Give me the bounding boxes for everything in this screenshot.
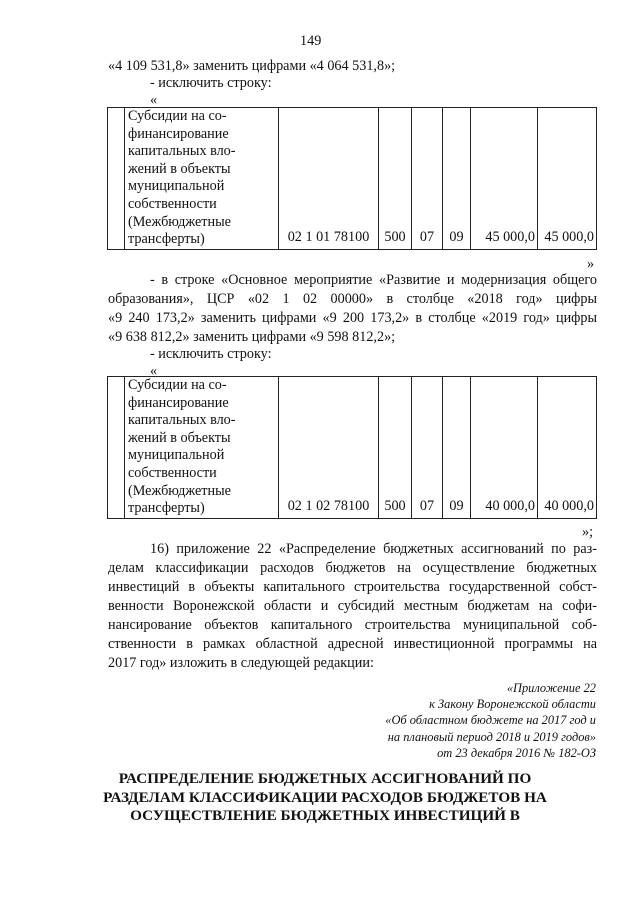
name-line: капитальных вло-	[128, 143, 236, 160]
expense-type-cell: 500	[379, 108, 412, 250]
table-row	[108, 108, 597, 250]
exclude-row-instruction: - исключить строку:	[150, 346, 272, 362]
appendix-line: от 23 декабря 2016 № 182-ОЗ	[437, 745, 596, 760]
name-line: трансферты)	[128, 500, 205, 517]
name-line: жений в объекты	[128, 160, 231, 177]
empty-cell	[108, 377, 125, 519]
appendix-line: на плановый период 2018 и 2019 годов»	[387, 729, 596, 744]
amount-2018-cell: 45 000,0	[471, 108, 538, 250]
section-cell: 07	[412, 377, 443, 519]
para-line: ственности в рамках областной адресной инвестиционной программы на	[108, 636, 597, 652]
close-quote: »;	[582, 524, 594, 540]
name-line: собственности	[128, 464, 217, 481]
table-row	[108, 377, 597, 519]
amount-2019-cell: 45 000,0	[538, 108, 597, 250]
name-line: финансирование	[128, 125, 229, 142]
heading-line: РАСПРЕДЕЛЕНИЕ БЮДЖЕТНЫХ АССИГНОВАНИЙ ПО	[118, 770, 532, 787]
open-quote: «	[150, 363, 158, 379]
intro-line: «4 109 531,8» заменить цифрами «4 064 531,8»;	[108, 58, 396, 74]
name-line: жений в объекты	[128, 429, 231, 446]
page-number: 149	[300, 33, 322, 49]
heading-line: ОСУЩЕСТВЛЕНИЕ БЮДЖЕТНЫХ ИНВЕСТИЦИЙ В	[130, 807, 520, 825]
name-line: (Межбюджетные	[128, 482, 231, 499]
section-heading	[80, 770, 570, 826]
para-line: венности Воронежской области и субсидий местным бюджетам на софи-	[108, 598, 597, 614]
para-line: 16) приложение 22 «Распределение бюджетных ассигнований по раз-	[150, 541, 597, 557]
para-line: 2017 год» изложить в следующей редакции:	[108, 655, 374, 671]
csr-code-cell: 02 1 01 78100	[279, 108, 379, 250]
csr-code-cell: 02 1 02 78100	[279, 377, 379, 519]
exclude-row-instruction: - исключить строку:	[150, 75, 272, 91]
appendix-reference	[385, 680, 596, 761]
para-line: - в строке «Основное мероприятие «Развитие и модернизация общего	[150, 272, 597, 288]
row-name-cell	[125, 108, 279, 250]
row-name-cell	[125, 377, 279, 519]
para-line: «9 638 812,2» заменить цифрами «9 598 812,2»;	[108, 329, 396, 345]
name-line: финансирование	[128, 394, 229, 411]
name-line: капитальных вло-	[128, 412, 236, 429]
para-line: «9 240 173,2» заменить цифрами «9 200 173,2» в столбце «2019 год» цифры	[108, 310, 597, 326]
name-line: Субсидии на со-	[128, 377, 227, 393]
appendix-line: «Об областном бюджете на 2017 год и	[385, 713, 596, 728]
heading-line: РАЗДЕЛАМ КЛАССИФИКАЦИИ РАСХОДОВ БЮДЖЕТОВ НА	[103, 788, 547, 806]
expense-type-cell: 500	[379, 377, 412, 519]
para-line: делам классификации расходов бюджетов на осуществление бюджетных	[108, 560, 597, 576]
para-line: образования», ЦСР «02 1 02 00000» в столбце «2018 год» цифры	[108, 291, 597, 307]
appendix-line: «Приложение 22	[506, 681, 596, 695]
name-line: собственности	[128, 195, 217, 212]
section-cell: 07	[412, 108, 443, 250]
empty-cell	[108, 108, 125, 250]
name-line: муниципальной	[128, 178, 225, 195]
open-quote: «	[150, 92, 158, 108]
amount-2018-cell: 40 000,0	[471, 377, 538, 519]
para-line: инвестиций в объекты капитального строительства государственной собст-	[108, 579, 597, 595]
name-line: муниципальной	[128, 447, 225, 464]
excluded-row-table-1	[107, 107, 597, 250]
amount-2019-cell: 40 000,0	[538, 377, 597, 519]
name-line: трансферты)	[128, 231, 205, 248]
name-line: Субсидии на со-	[128, 108, 227, 124]
close-quote: »	[587, 256, 595, 272]
name-line: (Межбюджетные	[128, 213, 231, 230]
excluded-row-table-2	[107, 376, 597, 519]
para-line: нансирование объектов капитального строительства муниципальной соб-	[108, 617, 597, 633]
appendix-line: к Закону Воронежской области	[429, 697, 596, 712]
subsection-cell: 09	[443, 108, 471, 250]
subsection-cell: 09	[443, 377, 471, 519]
